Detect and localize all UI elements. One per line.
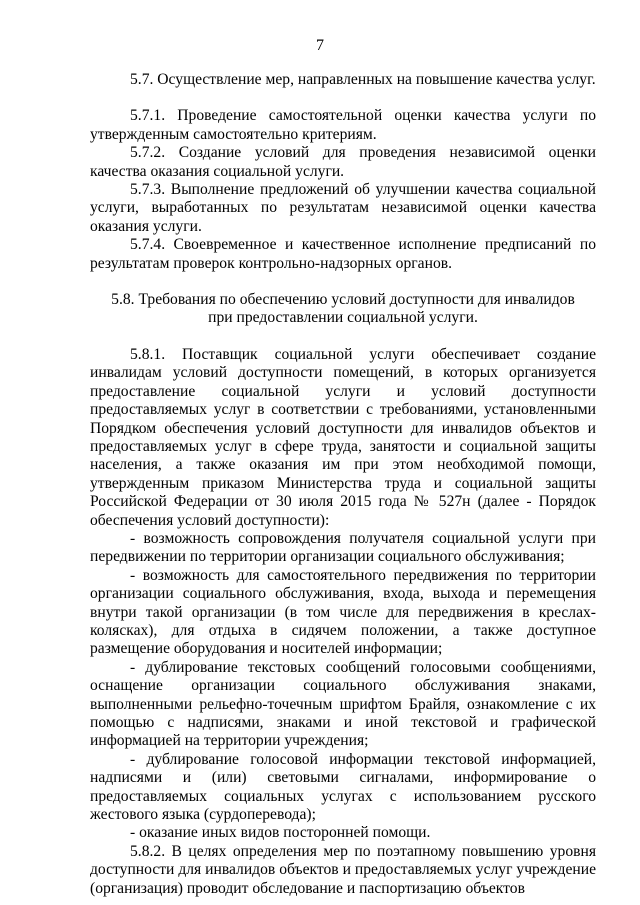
section-5-7-title: 5.7. Осуществление мер, направленных на повышение качества услуг. [130, 71, 596, 88]
spacer [90, 89, 596, 107]
paragraph-5-8-2: 5.8.2. В целях определения мер по поэтапному повышению уровня доступности для инвалидов объектов и предоставляемых услуг учреждение (организация) проводит обследование и паспортизацию объектов [90, 842, 596, 897]
list-item: - возможность для самостоятельного передвижения по территории организации социального обслуживания, входа, выхода и перемещения внутри такой организации (в том числе для передвижения в креслах-колясках), для отдыха в сидячем положении, а также доступное размещение оборудования и носителей информации; [90, 566, 596, 658]
list-item: - возможность сопровождения получателя социальной услуги при передвижении по территории организации социального обслуживания; [90, 529, 596, 566]
paragraph-5-7-2: 5.7.2. Создание условий для проведения независимой оценки качества оказания социальной услуги. [90, 144, 596, 180]
paragraph-5-7-1: 5.7.1. Проведение самостоятельной оценки качества услуги по утвержденным самостоятельно критериям. [90, 107, 596, 143]
paragraph-5-8-1: 5.8.1. Поставщик социальной услуги обеспечивает создание инвалидам условий доступности помещений, в которых организуется предоставление социальной услуги и условий доступности предоставляемых услуг в соответствии с требованиями, установленными Порядком обеспечения условий доступности для инвалидов объектов и предоставляемых услуг в сфере труда, занятости и социальной защиты населения, а также оказания им при этом необходимой помощи, утвержденным приказом Министерства труда и социальной защиты Российской Федерации от 30 июля 2015 года № 527н (далее - Порядок обеспечения условий доступности): [90, 345, 596, 529]
spacer [90, 328, 596, 346]
paragraph-5-7-4: 5.7.4. Своевременное и качественное исполнение предписаний по результатам проверок контрольно-надзорных органов. [90, 236, 596, 272]
list-item: - оказание иных видов посторонней помощи. [130, 824, 431, 842]
page-content [90, 71, 596, 898]
section-5-8-title-line-2: при предоставлении социальной услуги. [208, 309, 478, 327]
page-number: 7 [316, 37, 324, 54]
paragraph-5-7-3: 5.7.3. Выполнение предложений об улучшении качества социальной услуги, выработанных по результатам независимой оценки качества оказания услуги. [90, 181, 596, 235]
list-item: - дублирование текстовых сообщений голосовыми сообщениями, оснащение организации социального обслуживания знаками, выполненными рельефно-точечным шрифтом Брайля, ознакомление с их помощью с надписями, знаками и иной текстовой и графической информацией на территории учреждения; [90, 658, 596, 750]
spacer [90, 273, 596, 291]
list-item: - дублирование голосовой информации текстовой информацией, надписями и (или) световыми сигналами, информирование о предоставляемых социальных услугах с использованием русского жестового языка (сурдоперевода); [90, 750, 596, 824]
section-5-8-title-line-1: 5.8. Требования по обеспечению условий доступности для инвалидов [111, 291, 575, 309]
